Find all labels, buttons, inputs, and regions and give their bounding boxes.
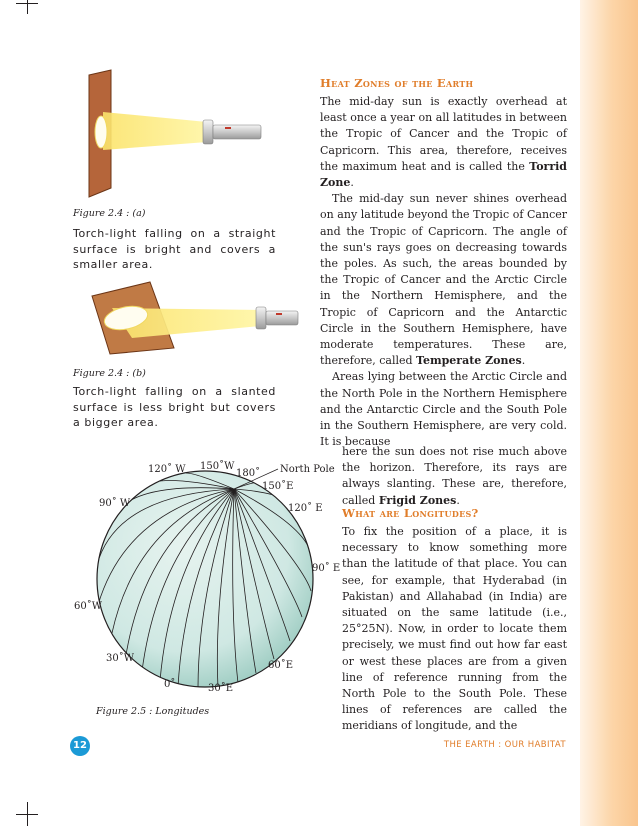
term-temperate-zones: Temperate Zones <box>416 354 522 368</box>
paragraph-text: The mid-day sun never shines overhead on any latitude beyond the Tropic of Cancer and the Tropic of Capricorn. The angle of the sun's rays goes on decreasing towards the poles. As such, the areas bounded by the Tropic of Cancer and the Arctic Circle in the Northern Hemisphere, and the Tropic of Capricorn and the Antarctic Circle in the Southern Hemisphere, have moderate temperatures. These are, therefore, called <box>320 192 567 368</box>
light-spot <box>95 116 107 148</box>
term-torrid-zone: Torrid Zone <box>320 159 567 190</box>
paragraph-text: here the sun does not rise much above the horizon. Therefore, its rays are always slanting. These are, therefore, called <box>342 445 567 507</box>
label-30e: 30˚E <box>208 683 234 694</box>
longitudes-heading: What are Longitudes? <box>342 506 479 520</box>
longitudes-paragraph: To fix the position of a place, it is necessary to know something more than the latitude of that place. You can see, for example, that Hyderabad (in Pakistan) and Allahabad (in India) are situated on the same latitude (i.e., 25°25N). Now, in order to locate them precisely, we must find out how far east or west these places are from a given line of reference running from the North Pole to the South Pole. These lines of references are called the meridians of longitude, and the <box>342 525 567 733</box>
torch-head <box>256 307 266 329</box>
figure-2-5-globe <box>66 455 341 695</box>
running-footer-title: THE EARTH : OUR HABITAT <box>443 740 566 750</box>
heat-zones-body <box>320 94 567 450</box>
label-60w: 60˚W <box>74 601 103 612</box>
label-120e: 120˚ E <box>288 503 323 514</box>
figure-2-4b-text: Torch-light falling on a slanted surface is less bright but covers a bigger area. <box>73 385 276 429</box>
figure-2-4b-illustration <box>92 282 302 357</box>
label-180: 180˚ <box>236 468 261 479</box>
temperate-zones-paragraph <box>320 191 567 369</box>
figure-2-4b-caption: Figure 2.4 : (b) <box>73 368 146 379</box>
label-north-pole: North Pole <box>280 464 335 475</box>
paragraph-text: The mid-day sun is exactly overhead at least once a year on all latitudes in between the Tropic of Cancer and the Tropic of Capricorn. This area, therefore, receives the maximum heat and is called the <box>320 95 567 173</box>
label-150e: 150˚E <box>262 481 294 492</box>
right-margin-band <box>580 0 638 826</box>
term-frigid-zones: Frigid Zones <box>378 493 457 507</box>
torrid-zone-paragraph <box>320 94 567 191</box>
light-beam <box>103 112 207 150</box>
figure-2-4a-caption: Figure 2.4 : (a) <box>73 208 146 219</box>
heat-zones-heading: Heat Zones of the Earth <box>320 76 474 90</box>
frigid-zones-paragraph-end <box>342 444 567 509</box>
paragraph-text: . <box>456 493 460 507</box>
label-90w: 90˚ W <box>99 498 131 509</box>
label-0: 0˚ <box>164 679 176 690</box>
label-30w: 30˚W <box>106 653 135 664</box>
torch-switch <box>276 313 282 315</box>
figure-2-4a-illustration <box>85 70 270 200</box>
label-90e: 90˚ E <box>312 563 341 574</box>
paragraph-text: . <box>521 354 526 368</box>
torch-body <box>213 125 261 139</box>
crop-mark-top-v <box>27 0 28 14</box>
paragraph-text: . <box>350 176 354 190</box>
label-150w: 150˚W <box>200 461 235 472</box>
frigid-zones-continued <box>342 444 567 509</box>
torch-head <box>203 120 213 144</box>
torch-switch <box>225 127 231 129</box>
page-number-badge: 12 <box>70 736 90 756</box>
crop-mark-bottom-v <box>27 802 28 826</box>
label-120w: 120˚ W <box>148 464 186 475</box>
figure-2-4a-text: Torch-light falling on a straight surface is bright and covers a smaller area. <box>73 227 276 271</box>
longitudes-body <box>342 524 567 735</box>
figure-2-5-caption: Figure 2.5 : Longitudes <box>96 706 210 717</box>
frigid-zones-paragraph-start: Areas lying between the Arctic Circle and the North Pole in the Northern Hemisphere and the Antarctic Circle and the South Pole in the Southern Hemisphere, are very cold. It is because <box>320 370 567 449</box>
label-60e: 60˚E <box>268 660 294 671</box>
